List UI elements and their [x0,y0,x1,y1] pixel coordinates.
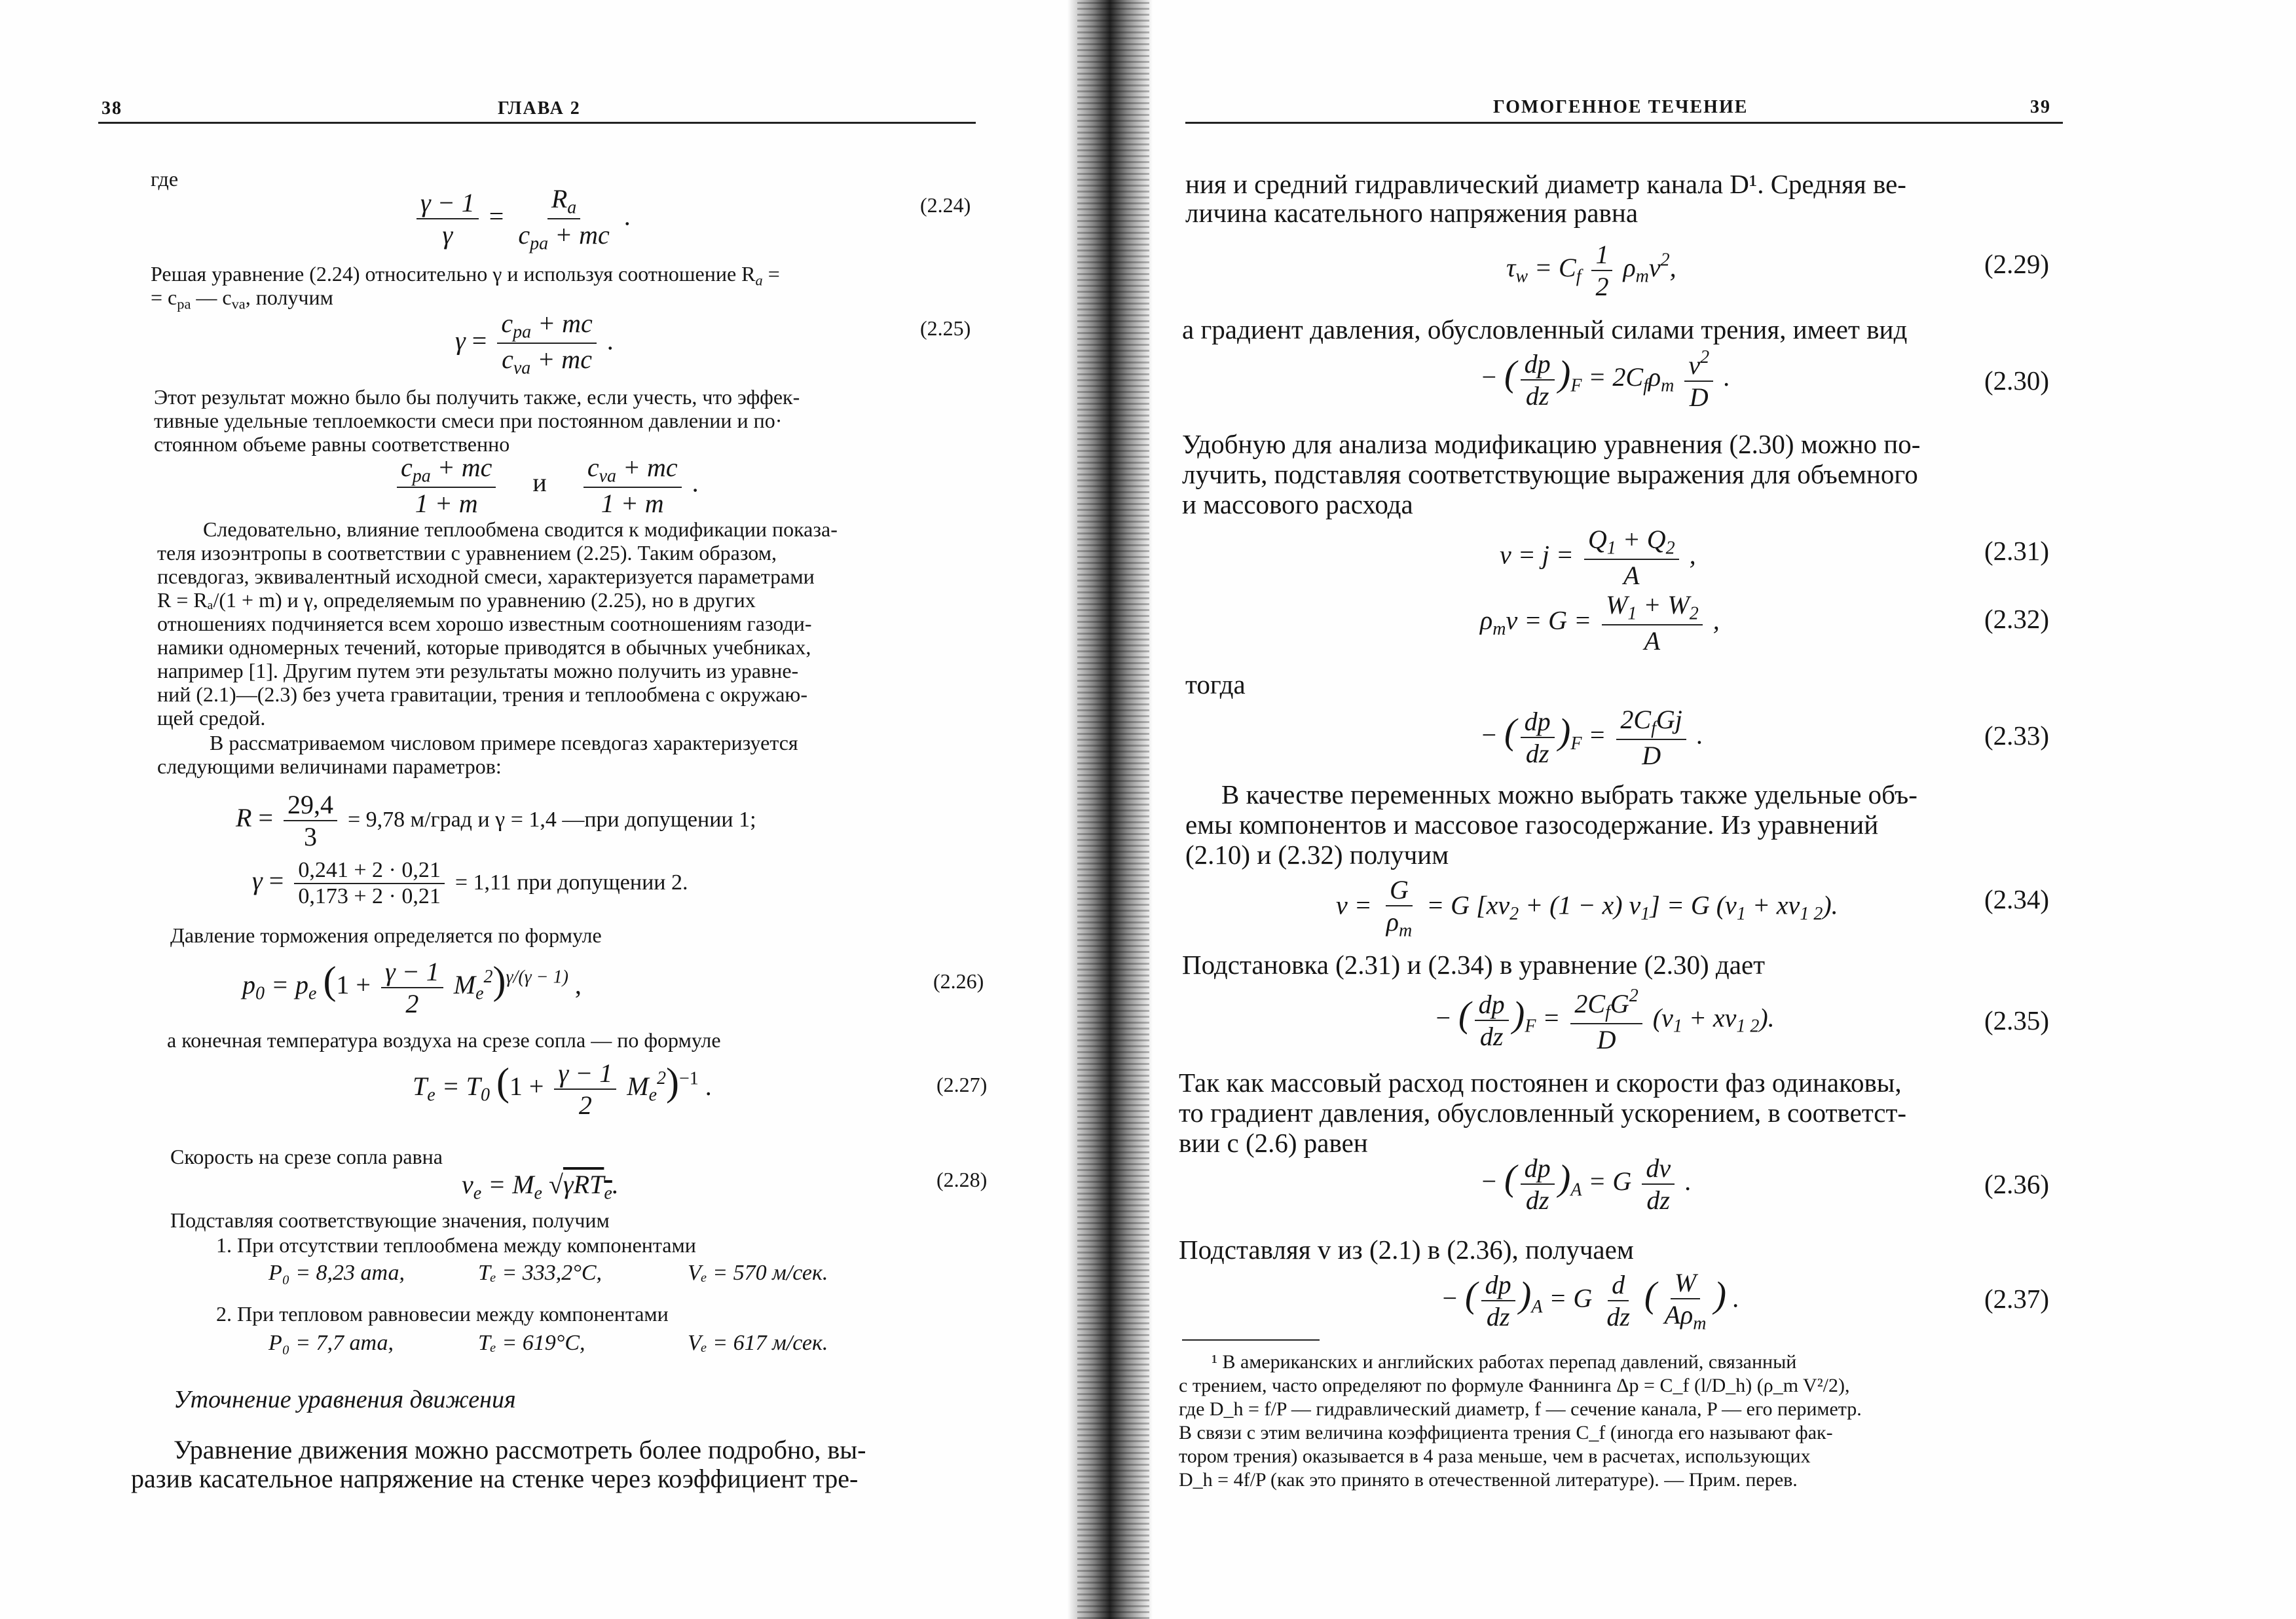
eq-label-2-35: (2.35) [1984,1005,2050,1035]
equation-2-27: $T_e = T_0$ (1 + $\frac{\gamma - 1}{2}$ $M_e^2)^{-1}$ . [413,1058,712,1120]
case-2-te: Tₑ = 619°C, [478,1331,585,1355]
section-heading: Уточнение уравнения движения [174,1386,516,1413]
equation-2-28: $v_e = M_e$ √γRT$_e$. [462,1170,619,1204]
paragraph-line: Этот результат можно было бы получить также, если учесть, что эффек- [154,385,800,409]
eq-label-2-24: (2.24) [920,193,971,217]
paragraph-line: Следовательно, влияние теплообмена сводится к модификации показа- [203,517,838,541]
equation-2-29: $\tau_w = C_f$ $\frac{1}{2}$ $\rho_mv^2$, [1506,240,1676,301]
eq-label-2-37: (2.37) [1984,1284,2050,1314]
paragraph-line: щей средой. [157,706,266,730]
equation-2-34: v = $\frac{G}{\rho_m}$ = G $[xv_2 + (1 - x) v_1] = G$ $(v_1 + xv_{1 2})$. [1336,875,1838,941]
paragraph-line: Решая уравнение (2.24) относительно γ и используя соотношение $R_a$ = [151,262,780,289]
page-number-right: 39 [2030,97,2051,117]
equation-2-32: $\rho_mv = G$ = $\frac{W_1 + W_2}{A}$ , [1480,590,1720,656]
footnote-line: где D_h = f/P — гидравлический диаметр, f — сечение канала, P — его периметр. [1179,1398,1862,1420]
paragraph-line: а градиент давления, обусловленный силами трения, имеет вид [1182,314,1908,344]
equation-2-36: − ( $\frac{dp}{dz}$ )$_A = G$ $\frac{dv}{dz}$ . [1480,1153,1692,1215]
equation-2-26: $p_0 = p_e$ (1 + $\frac{\gamma - 1}{2}$ $M_e^2)^{\gamma/(\gamma - 1)}$ , [242,957,582,1018]
paragraph-line: тивные удельные теплоемкости смеси при постоянном давлении и по· [154,409,783,432]
page-number-left: 38 [102,98,122,119]
equation-2-31: v = j = $\frac{Q_1 + Q_2}{A}$ , [1500,525,1696,591]
left-page [0,0,1048,1619]
paragraph-line: то градиент давления, обусловленный ускорением, в соответст- [1179,1098,1907,1128]
list-item-case-2: 2. При тепловом равновесии между компонентами [216,1302,669,1326]
eq-label-2-34: (2.34) [1984,884,2050,914]
header-rule-left [98,122,976,124]
eq-label-2-33: (2.33) [1984,720,2050,751]
paragraph-line: лучить, подставляя соответствующие выражения для объемного [1182,459,1918,489]
equation-gamma-value: γ = $\frac{0,241 + 2 \cdot 0,21}{0,173 + 2 \cdot 0,21}$ = 1,11 при допущении 2. [252,858,688,908]
equation-2-25: γ = $\frac{c_{pa} + mc}{c_{va} + mc}$ . [455,308,614,379]
paragraph-line: намики одномерных течений, которые приводятся в обычных учебниках, [157,635,811,659]
paragraph-line: вии с (2.6) равен [1179,1128,1368,1158]
eq-label-2-26: (2.26) [933,969,984,993]
running-head-right: ГОМОГЕННОЕ ТЕЧЕНИЕ [1493,97,1749,117]
equation-heat-capacities: $\frac{c_{pa} + mc}{1 + m}$ и $\frac{c_{va} + mc}{1 + m}$ . [393,452,699,519]
right-page [1061,0,2296,1619]
footnote-line: ¹ В американских и английских работах перепад давлений, связанный [1212,1351,1797,1373]
footnote-rule [1182,1339,1320,1341]
where-label: где [151,167,179,191]
paragraph-line: отношениях подчиняется всем хорошо известным соотношениям газоди- [157,612,812,635]
paragraph-line: R = Rₐ/(1 + m) и γ, определяемым по уравнению (2.25), но в других [157,588,756,612]
equation-2-30: − ( $\frac{dp}{dz}$ )$_F = 2C_f\rho_m$ $\frac{v^2}{D}$ . [1480,347,1731,412]
eq-label-2-36: (2.36) [1984,1169,2050,1199]
paragraph-line: Подстановка (2.31) и (2.34) в уравнение (2.30) дает [1182,950,1766,980]
equation-2-24: $\frac{\gamma - 1}{\gamma}$ = $\frac{R_a}{c_{pa} + mc}$ . [413,183,631,255]
paragraph-line: а конечная температура воздуха на срезе сопла — по формуле [167,1028,721,1052]
eq-label-2-31: (2.31) [1984,536,2050,566]
eq-label-2-30: (2.30) [1984,365,2050,396]
paragraph-line: теля изоэнтропы в соответствии с уравнением (2.25). Таким образом, [157,541,777,565]
paragraph-line: Уравнение движения можно рассмотреть более подробно, вы- [174,1435,866,1464]
then-word: тогда [1185,669,1246,699]
paragraph-line: емы компонентов и массовое газосодержание. Из уравнений [1185,809,1879,840]
equation-2-33: − ( $\frac{dp}{dz}$ )$_F$ = $\frac{2C_fGj}{D}$ . [1480,705,1703,771]
paragraph-line: Подставляя соответствующие значения, получим [170,1208,610,1232]
footnote-line: с трением, часто определяют по формуле Фаннинга Δp = C_f (l/D_h) (ρ_m V²/2), [1179,1375,1850,1396]
paragraph-line: псевдогаз, эквивалентный исходной смеси, характеризуется параметрами [157,565,815,588]
list-item-case-1: 1. При отсутствии теплообмена между компонентами [216,1233,696,1257]
paragraph-line: (2.10) и (2.32) получим [1185,840,1449,870]
case-1-p0: P₀ = 8,23 ата, [268,1261,405,1285]
paragraph-line: Так как массовый расход постоянен и скорости фаз одинаковы, [1179,1068,1902,1098]
paragraph-line: и массового расхода [1182,489,1413,519]
eq-label-2-25: (2.25) [920,316,971,340]
paragraph-line: Удобную для анализа модификацию уравнения (2.30) можно по- [1182,429,1921,459]
running-head-left: ГЛАВА 2 [498,98,581,119]
eq-label-2-28: (2.28) [936,1168,988,1191]
equation-2-35: − ( $\frac{dp}{dz}$ )$_F$ = $\frac{2C_fG^2}{D}$ $(v_1 + xv_{1 2})$. [1434,986,1775,1055]
eq-label-2-27: (2.27) [936,1073,988,1096]
case-1-ve: Vₑ = 570 м/сек. [688,1261,828,1285]
paragraph-line: В рассматриваемом числовом примере псевдогаз характеризуется [210,731,798,754]
footnote-line: В связи с этим величина коэффициента трения C_f (иногда его называют фак- [1179,1422,1833,1443]
paragraph-line: = $c_{pa}$ — $c_{va}$, получим [151,286,333,312]
paragraph-line: ния и средний гидравлический диаметр канала D¹. Средняя ве- [1185,169,1906,199]
paragraph-line: Подставляя v из (2.1) в (2.36), получаем [1179,1235,1634,1265]
paragraph-line: В качестве переменных можно выбрать также удельные объ- [1221,779,1917,809]
paragraph-line: ний (2.1)—(2.3) без учета гравитации, трения и теплообмена с окружаю- [157,682,807,706]
eq-label-2-32: (2.32) [1984,604,2050,634]
paragraph-line: разив касательное напряжение на стенке через коэффициент тре- [131,1464,859,1493]
header-rule-right [1185,122,2063,124]
case-2-ve: Vₑ = 617 м/сек. [688,1331,828,1355]
paragraph-line: например [1]. Другим путем эти результаты можно получить из уравне- [157,659,799,682]
paragraph-line: Давление торможения определяется по формуле [170,923,602,947]
equation-2-37: − ( $\frac{dp}{dz}$ )$_A = G$ $\frac{d}{dz}$ ( $\frac{W}{A\rho_m}$ ) . [1441,1268,1740,1334]
equation-R-value: R = $\frac{29,4}{3}$ = 9,78 м/град и γ = 1,4 —при допущении 1; [236,790,756,851]
footnote-line: D_h = 4f/P (как это принято в отечественной литературе). — Прим. перев. [1179,1469,1798,1491]
paragraph-line: Скорость на срезе сопла равна [170,1145,443,1168]
case-1-te: Tₑ = 333,2°C, [478,1261,602,1285]
eq-label-2-29: (2.29) [1984,249,2050,279]
paragraph-line: следующими величинами параметров: [157,754,502,778]
footnote-line: тором трения) оказывается в 4 раза меньше, чем в расчетах, использующих [1179,1445,1811,1467]
paragraph-line: стоянном объеме равны соответственно [154,432,510,456]
case-2-p0: P₀ = 7,7 ата, [268,1331,394,1355]
paragraph-line: личина касательного напряжения равна [1185,198,1639,228]
